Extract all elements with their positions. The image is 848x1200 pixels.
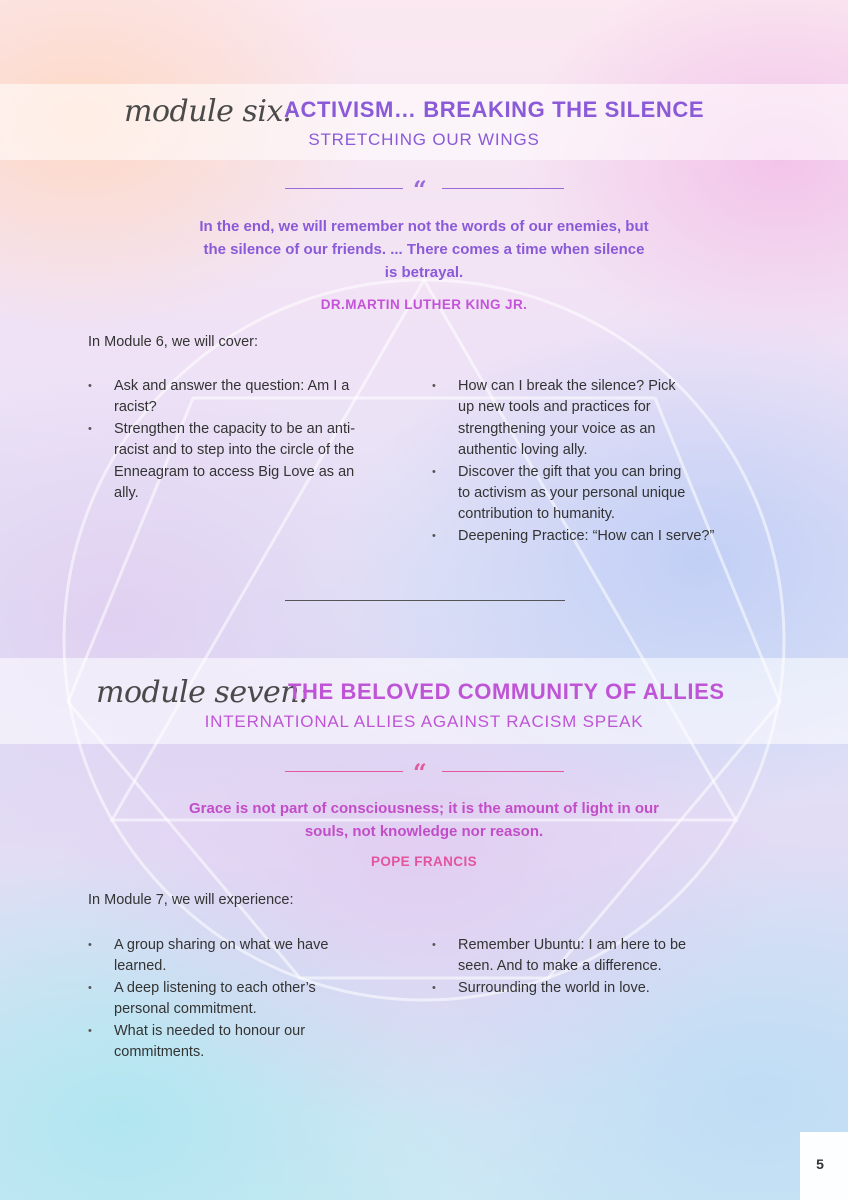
list-item: • Discover the gift that you can bring to activism as your personal unique contribution to humanity. bbox=[432, 462, 772, 526]
divider-right bbox=[442, 188, 564, 189]
section-divider bbox=[285, 600, 565, 601]
quote-line: Grace is not part of consciousness; it is the amount of light in our bbox=[188, 800, 660, 817]
divider-right bbox=[442, 771, 564, 772]
module6-subtitle: STRETCHING OUR WINGS bbox=[308, 130, 540, 149]
list-item: • What is needed to honour our commitments. bbox=[88, 1021, 418, 1064]
module7-title: THE BELOVED COMMUNITY OF ALLIES bbox=[288, 679, 725, 704]
quote-mark-icon: “ bbox=[413, 758, 427, 787]
quote-line: souls, not knowledge nor reason. bbox=[304, 823, 544, 840]
module6-quote-author: DR.MARTIN LUTHER KING JR. bbox=[320, 297, 528, 312]
list-item: • A group sharing on what we have learned. bbox=[88, 935, 418, 978]
module7-right-list bbox=[432, 935, 772, 999]
list-item: • Remember Ubuntu: I am here to be seen. And to make a difference. bbox=[432, 935, 772, 978]
module7-script-label: module seven: bbox=[96, 675, 309, 710]
module6-intro: In Module 6, we will cover: bbox=[88, 334, 259, 350]
list-item: • Strengthen the capacity to be an anti- racist and to step into the circle of the Enneagram to access Big Love as an ally. bbox=[88, 419, 418, 505]
module6-right-list bbox=[432, 376, 772, 547]
module7-left-list bbox=[88, 935, 418, 1063]
module7-subtitle: INTERNATIONAL ALLIES AGAINST RACISM SPEAK bbox=[204, 712, 644, 731]
module6-script-label: module six: bbox=[124, 94, 293, 129]
list-item: • How can I break the silence? Pick up new tools and practices for strengthening your voice as an authentic loving ally. bbox=[432, 376, 772, 462]
module7-quote bbox=[124, 797, 724, 843]
list-item: • Deepening Practice: “How can I serve?” bbox=[432, 526, 772, 547]
module6-quote bbox=[124, 215, 724, 284]
list-item: • A deep listening to each other’s personal commitment. bbox=[88, 978, 418, 1021]
module6-title: ACTIVISM… BREAKING THE SILENCE bbox=[284, 97, 705, 122]
module6-left-list bbox=[88, 376, 418, 504]
page-number: 5 bbox=[816, 1156, 824, 1172]
quote-mark-icon: “ bbox=[413, 175, 427, 204]
divider-left bbox=[285, 188, 403, 189]
list-item: • Ask and answer the question: Am I a racist? bbox=[88, 376, 418, 419]
divider-left bbox=[285, 771, 403, 772]
quote-line: In the end, we will remember not the words of our enemies, but bbox=[199, 218, 649, 235]
module7-intro: In Module 7, we will experience: bbox=[88, 892, 294, 908]
quote-line: the silence of our friends. ... There comes a time when silence bbox=[203, 241, 645, 258]
module7-quote-author: POPE FRANCIS bbox=[370, 854, 478, 869]
list-item: • Surrounding the world in love. bbox=[432, 978, 772, 999]
page-number-box bbox=[800, 1132, 848, 1200]
quote-line: is betrayal. bbox=[384, 264, 464, 281]
